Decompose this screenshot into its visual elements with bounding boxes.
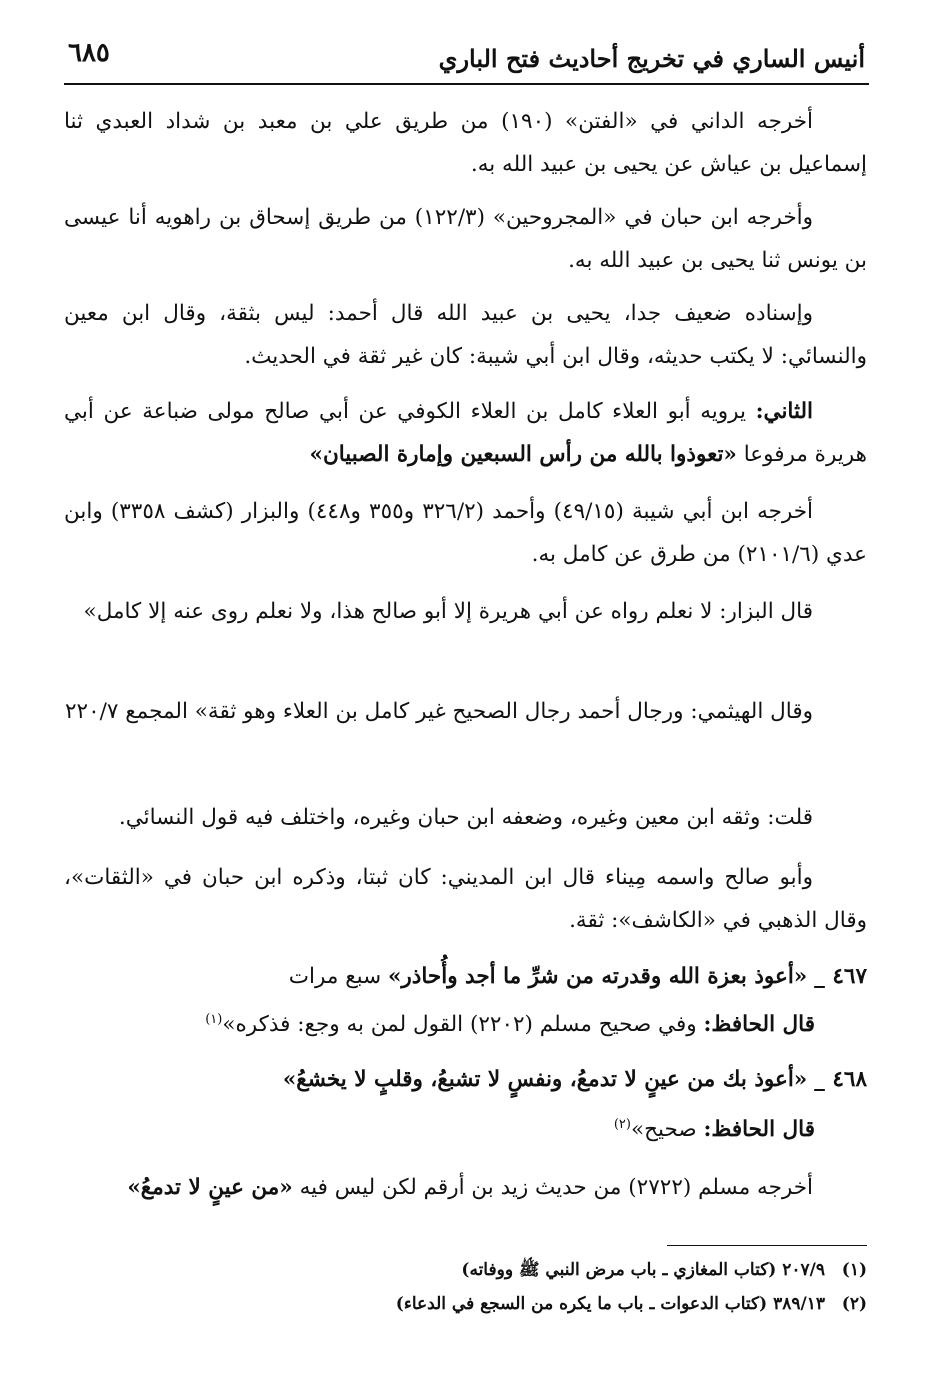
paragraph-muslim [64,1166,867,1209]
paragraph-takhrij: أخرجه ابن أبي شيبة (٤٩/١٥) وأحمد (٣٢٦/٢ و٣٥٥ و٤٤٨) والبزار (كشف ٣٣٥٨) وابن عدي (٢١٠١/٦) من طرق عن كامل به. [64,499,867,567]
footnote-mark: (٢) [841,1294,867,1314]
hadith-quote: «تعوذوا بالله من رأس السبعين وإمارة الصبيان» [309,442,737,467]
paragraph-second-route-text: يرويه أبو العلاء كامل بن العلاء الكوفي عن أبي صالح مولى ضباعة عن أبي هريرة مرفوعا [64,399,867,467]
footnote-2 [64,1290,867,1318]
header-rule [64,83,869,85]
footnote-ref: (١) [205,1011,223,1027]
paragraph-muslim-text: أخرجه مسلم (٢٧٢٢) من حديث زيد بن أرقم لكن ليس فيه [292,1175,813,1200]
hafiz-text: وفي صحيح مسلم (٢٢٠٢) القول لمن به وجع: فذكره» [222,1012,704,1037]
paragraph-abu-salih: وأبو صالح واسمه مِيناء قال ابن المديني: كان ثبتا، وذكره ابن حبان في «الثقات»، وقال الذهبي في «الكاشف»: ثقة. [64,865,867,933]
paragraph-dani: أخرجه الداني في «الفتن» (١٩٠) من طريق علي بن معبد بن شداد العبدي ثنا إسماعيل بن عياش عن يحيى بن عبيد الله به. [64,109,867,177]
paragraph-second-route [64,390,867,476]
entry-467 [64,955,867,998]
paragraph-ibn-hibban: وأخرجه ابن حبان في «المجروحين» (١٢٢/٣) من طريق إسحاق بن راهويه أنا عيسى بن يونس ثنا يحيى بن عبيد الله به. [64,205,867,273]
entry-467-hafiz [64,1003,815,1046]
entry-extra: سبع مرات [288,964,388,989]
paragraph-bazzar: قال البزار: لا نعلم رواه عن أبي هريرة إلا أبو صالح هذا، ولا نعلم روى عنه إلا كامل» [83,599,813,624]
footnote-rule [667,1245,867,1246]
paragraph-qultu: قلت: وثقه ابن معين وغيره، وضعفه ابن حبان وغيره، واختلف فيه قول النسائي. [118,805,813,830]
footnote-text: ٢٠٧/٩ (كتاب المغازي ـ باب مرض النبي ﷺ ووفاته) [461,1260,825,1280]
hafiz-label: قال الحافظ: [703,1012,815,1037]
footnote-1 [64,1256,867,1284]
entry-468-hafiz [64,1108,815,1151]
entry-number: ٤٦٨ _ [814,1067,867,1092]
hafiz-text: صحيح» [630,1117,704,1142]
section-lead: الثاني: [755,399,813,424]
footnote-text: ٣٨٩/١٣ (كتاب الدعوات ـ باب ما يكره من السجع في الدعاء) [395,1294,825,1314]
footnote-mark: (١) [841,1260,867,1280]
page-number: ٦٨٥ [68,38,110,68]
hafiz-label: قال الحافظ: [703,1117,815,1142]
hadith-quote: «من عينٍ لا تدمعُ» [127,1175,293,1200]
entry-hadith: «أعوذ بك من عينٍ لا تدمعُ، ونفسٍ لا تشبعُ، وقلبٍ لا يخشعُ» [282,1067,808,1092]
paragraph-haythami: وقال الهيثمي: ورجال أحمد رجال الصحيح غير كامل بن العلاء وهو ثقة» المجمع ٢٢٠/٧ [64,699,813,724]
footnote-ref: (٢) [613,1116,631,1132]
entry-hadith: «أعوذ بعزة الله وقدرته من شرِّ ما أجد وأُحاذر» [387,964,808,989]
paragraph-isnad: وإسناده ضعيف جدا، يحيى بن عبيد الله قال أحمد: ليس بثقة، وقال ابن معين والنسائي: لا يكتب حديثه، وقال ابن أبي شيبة: كان غير ثقة في الحديث. [64,301,867,369]
entry-number: ٤٦٧ _ [814,964,867,989]
entry-468 [64,1058,867,1101]
running-header-title: أنيس الساري في تخريج أحاديث فتح الباري [438,44,865,73]
